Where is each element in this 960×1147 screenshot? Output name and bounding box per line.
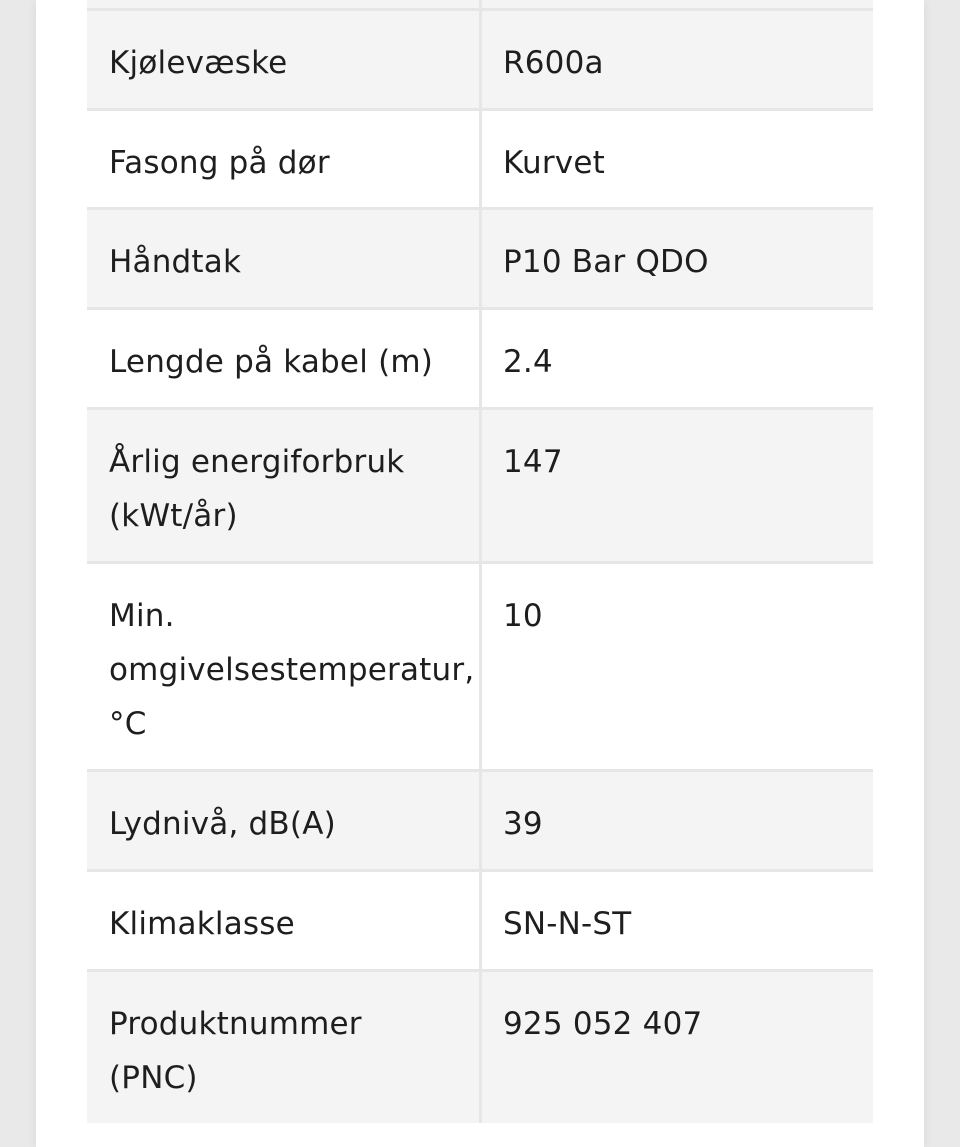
cell-partial-value xyxy=(482,0,873,8)
spec-value: 925 052 407 xyxy=(482,972,873,1123)
table-row-partial xyxy=(87,0,873,11)
spec-label: Fasong på dør xyxy=(87,111,479,207)
cell-partial-label xyxy=(87,0,479,8)
spec-value: 10 xyxy=(482,564,873,769)
spec-label: Lengde på kabel (m) xyxy=(87,310,479,407)
spec-value: 39 xyxy=(482,772,873,869)
table-row xyxy=(87,564,873,772)
table-row xyxy=(87,410,873,564)
spec-value: SN-N-ST xyxy=(482,872,873,969)
table-row xyxy=(87,310,873,410)
table-row xyxy=(87,872,873,972)
spec-label: Håndtak xyxy=(87,210,479,307)
spec-value: 147 xyxy=(482,410,873,561)
spec-label: Kjølevæske xyxy=(87,11,479,108)
spec-value: P10 Bar QDO xyxy=(482,210,873,307)
spec-value: Kurvet xyxy=(482,111,873,207)
table-row xyxy=(87,772,873,872)
spec-label: Klimaklasse xyxy=(87,872,479,969)
spec-label: Årlig energiforbruk (kWt/år) xyxy=(87,410,479,561)
spec-value: 2.4 xyxy=(482,310,873,407)
spec-label: Min. omgivelsestemperatur, °C xyxy=(87,564,479,769)
table-row xyxy=(87,111,873,210)
specifications-table xyxy=(87,0,873,1123)
table-row xyxy=(87,11,873,111)
spec-label: Lydnivå, dB(A) xyxy=(87,772,479,869)
spec-page xyxy=(36,0,924,1147)
spec-label: Produktnummer (PNC) xyxy=(87,972,479,1123)
table-row xyxy=(87,972,873,1123)
spec-value: R600a xyxy=(482,11,873,108)
table-row xyxy=(87,210,873,310)
